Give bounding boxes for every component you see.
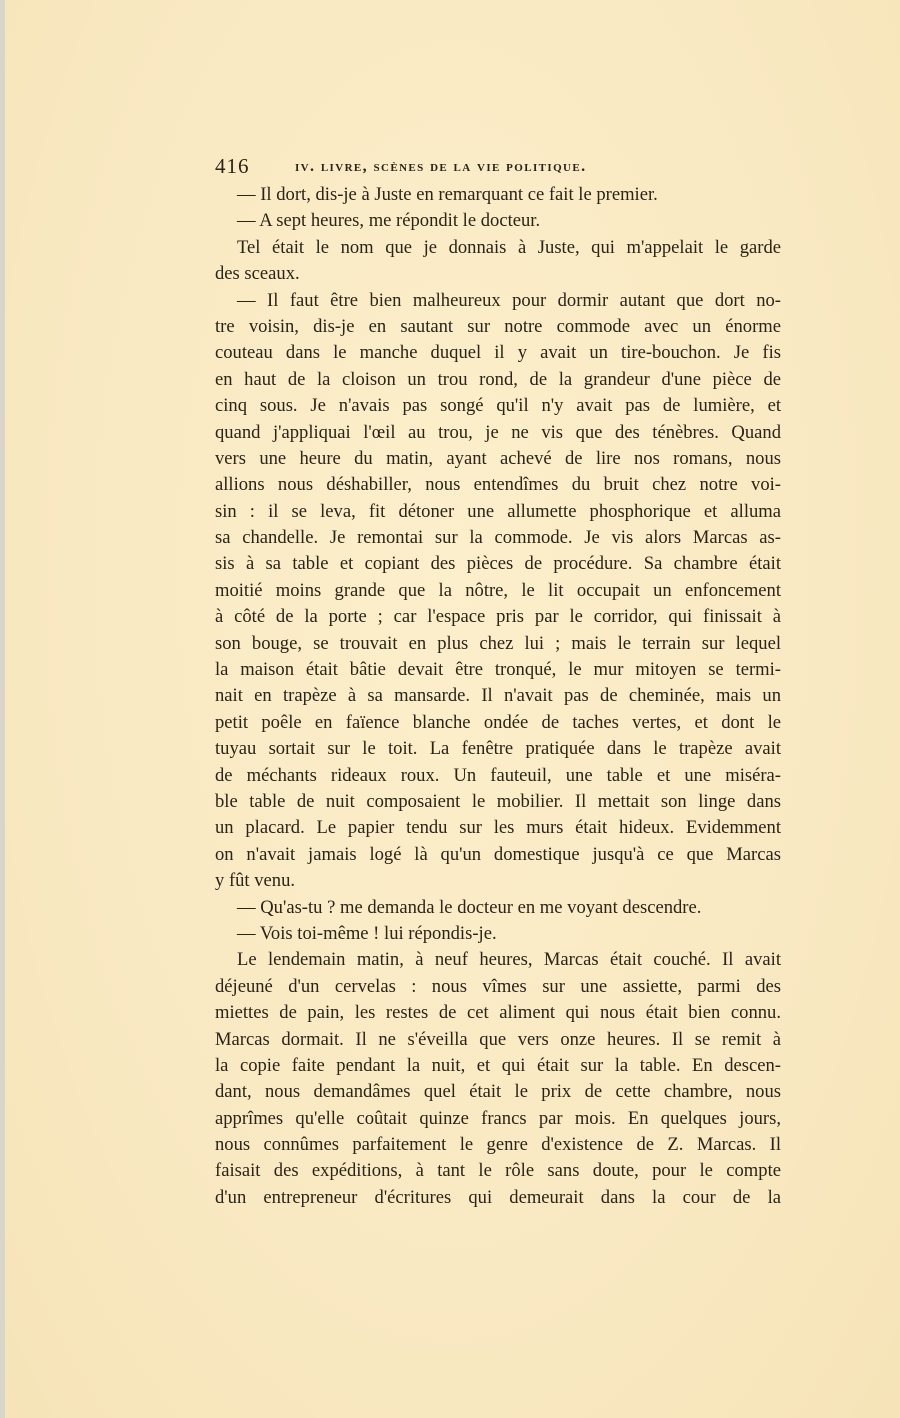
text-line: on n'avait jamais logé là qu'un domestique jusqu'à ce que Marcas [215, 843, 781, 865]
paragraph [215, 921, 781, 947]
page-number: 416 [215, 154, 250, 178]
text-line: — Il faut être bien malheureux pour dormir autant que dort no- [237, 289, 781, 311]
text-line: des sceaux. [215, 263, 300, 285]
paragraph [215, 895, 781, 921]
text-line: couteau dans le manche duquel il y avait un tire-bouchon. Je fis [215, 342, 781, 364]
text-line: sa chandelle. Je remontai sur la commode. Je vis alors Marcas as- [215, 527, 781, 549]
text-line: dant, nous demandâmes quel était le prix de cette chambre, nous [215, 1081, 781, 1103]
text-line: faisait des expéditions, à tant le rôle sans doute, pour le compte [215, 1160, 781, 1182]
text-line: ble table de nuit composaient le mobilier. Il mettait son linge dans [215, 790, 781, 812]
running-title: iv. livre, scènes de la vie politique. [295, 158, 587, 175]
text-line: tuyau sortait sur le toit. La fenêtre pratiquée dans le trapèze avait [215, 738, 781, 760]
text-block [215, 150, 781, 1211]
paragraph [215, 208, 781, 234]
text-line: apprîmes qu'elle coûtait quinze francs par mois. En quelques jours, [215, 1107, 781, 1129]
text-line: sin : il se leva, fit détoner une allumette phosphorique et alluma [215, 500, 781, 522]
text-line: à côté de la porte ; car l'espace pris par le corridor, qui finissait à [215, 606, 781, 628]
text-line: Tel était le nom que je donnais à Juste, qui m'appelait le garde [237, 236, 781, 258]
text-line: miettes de pain, les restes de cet aliment qui nous était bien connu. [215, 1002, 781, 1024]
book-page [5, 0, 900, 1418]
text-line: — A sept heures, me répondit le docteur. [237, 210, 541, 232]
text-line: — Qu'as-tu ? me demanda le docteur en me voyant descendre. [237, 896, 702, 918]
text-line: déjeuné d'un cervelas : nous vîmes sur une assiette, parmi des [215, 975, 781, 997]
text-line: la copie faite pendant la nuit, et qui était sur la table. En descen- [215, 1054, 781, 1076]
text-line: en haut de la cloison un trou rond, de la grandeur d'une pièce de [215, 368, 781, 390]
text-line: de méchants rideaux roux. Un fauteuil, une table et une miséra- [215, 764, 781, 786]
text-line: nait en trapèze à sa mansarde. Il n'avait pas de cheminée, mais un [215, 685, 781, 707]
text-line: allions nous déshabiller, nous entendîmes du bruit chez notre voi- [215, 474, 781, 496]
running-head [215, 150, 781, 182]
text-line: y fût venu. [215, 870, 296, 892]
text-line: nous connûmes parfaitement le genre d'existence de Z. Marcas. Il [215, 1134, 781, 1156]
paragraph [215, 182, 781, 208]
paragraph [215, 235, 781, 288]
text-line: vers une heure du matin, ayant achevé de lire nos romans, nous [215, 447, 781, 469]
text-line: — Il dort, dis-je à Juste en remarquant ce fait le premier. [237, 184, 658, 205]
text-line: Le lendemain matin, à neuf heures, Marcas était couché. Il avait [237, 949, 781, 971]
text-line: quand j'appliquai l'œil au trou, je ne vis que des ténèbres. Quand [215, 421, 781, 443]
text-line: petit poêle en faïence blanche ondée de taches vertes, et dont le [215, 711, 781, 733]
paragraph [215, 288, 781, 895]
text-line: un placard. Le papier tendu sur les murs était hideux. Evidemment [215, 817, 781, 839]
text-line: cinq sous. Je n'avais pas songé qu'il n'y avait pas de lumière, et [215, 395, 781, 417]
text-line: moitié moins grande que la nôtre, le lit occupait un enfoncement [215, 579, 781, 601]
text-line: d'un entrepreneur d'écritures qui demeurait dans la cour de la [215, 1186, 781, 1208]
text-line: — Vois toi-même ! lui répondis-je. [237, 922, 497, 944]
text-line: Marcas dormait. Il ne s'éveilla que vers onze heures. Il se remit à [215, 1028, 781, 1050]
text-line: sis à sa table et copiant des pièces de procédure. Sa chambre était [215, 553, 781, 575]
paragraph [215, 947, 781, 1211]
text-line: la maison était bâtie devait être tronqué, le mur mitoyen se termi- [215, 659, 781, 681]
text-line: son bouge, se trouvait en plus chez lui ; mais le terrain sur lequel [215, 632, 781, 654]
body-text [215, 182, 781, 1211]
text-line: tre voisin, dis-je en sautant sur notre commode avec un énorme [215, 315, 781, 337]
